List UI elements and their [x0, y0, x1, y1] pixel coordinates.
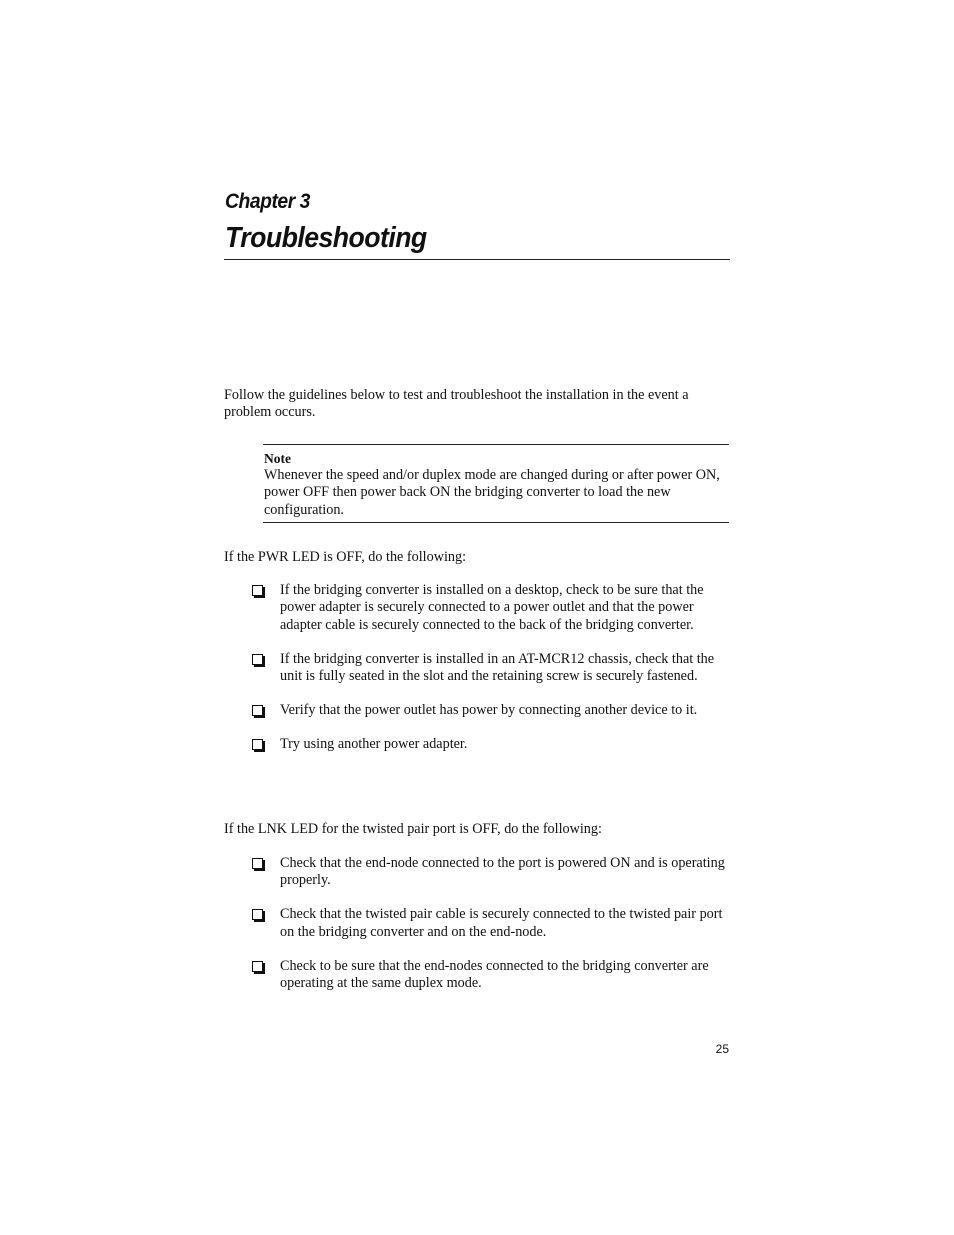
list-item	[252, 651, 730, 686]
checkbox-bullet-icon	[252, 585, 263, 596]
note-label: Note	[264, 451, 291, 466]
chapter-title: Troubleshooting	[225, 222, 427, 254]
list-item-text: Check that the twisted pair cable is securely connected to the twisted pair port on the bridging converter and on the end-node.	[280, 906, 723, 940]
note-box	[263, 444, 729, 523]
list-item-text: If the bridging converter is installed in an AT-MCR12 chassis, check that the unit is fully seated in the slot and the retaining screw is securely fastened.	[280, 650, 715, 685]
list-item	[252, 855, 730, 890]
checkbox-bullet-icon	[252, 654, 263, 665]
list-item	[252, 906, 730, 941]
checkbox-bullet-icon	[252, 909, 263, 920]
pwr-checklist	[252, 582, 730, 753]
pwr-lead-text: If the PWR LED is OFF, do the following:	[224, 549, 467, 565]
list-item-text: Try using another power adapter.	[280, 735, 468, 752]
checkbox-bullet-icon	[252, 858, 263, 869]
lnk-checklist	[252, 855, 730, 992]
list-item-text: Check to be sure that the end-nodes connected to the bridging converter are operating at the same duplex mode.	[280, 957, 709, 992]
list-item	[252, 702, 730, 719]
page-number: 25	[715, 1042, 729, 1056]
lnk-lead-text: If the LNK LED for the twisted pair port is OFF, do the following:	[224, 821, 602, 837]
note-text: Whenever the speed and/or duplex mode are changed during or after power ON, power OFF then power back ON the bridging converter to load the new configuration.	[264, 467, 720, 518]
list-item	[252, 736, 730, 753]
intro-paragraph: Follow the guidelines below to test and troubleshoot the installation in the event a problem occurs.	[224, 387, 689, 421]
list-item	[252, 582, 730, 634]
checkbox-bullet-icon	[252, 961, 263, 972]
list-item-text: Check that the end-node connected to the port is powered ON and is operating properly.	[280, 855, 725, 889]
checkbox-bullet-icon	[252, 739, 263, 750]
checkbox-bullet-icon	[252, 705, 263, 716]
title-divider	[224, 259, 730, 260]
list-item-text: If the bridging converter is installed on a desktop, check to be sure that the power adapter is securely connected to a power outlet and that the power adapter cable is securely connected to the back of the bridging converter.	[280, 582, 704, 633]
list-item-text: Verify that the power outlet has power by connecting another device to it.	[280, 702, 698, 719]
list-item	[252, 958, 730, 993]
chapter-label: Chapter 3	[225, 190, 310, 213]
